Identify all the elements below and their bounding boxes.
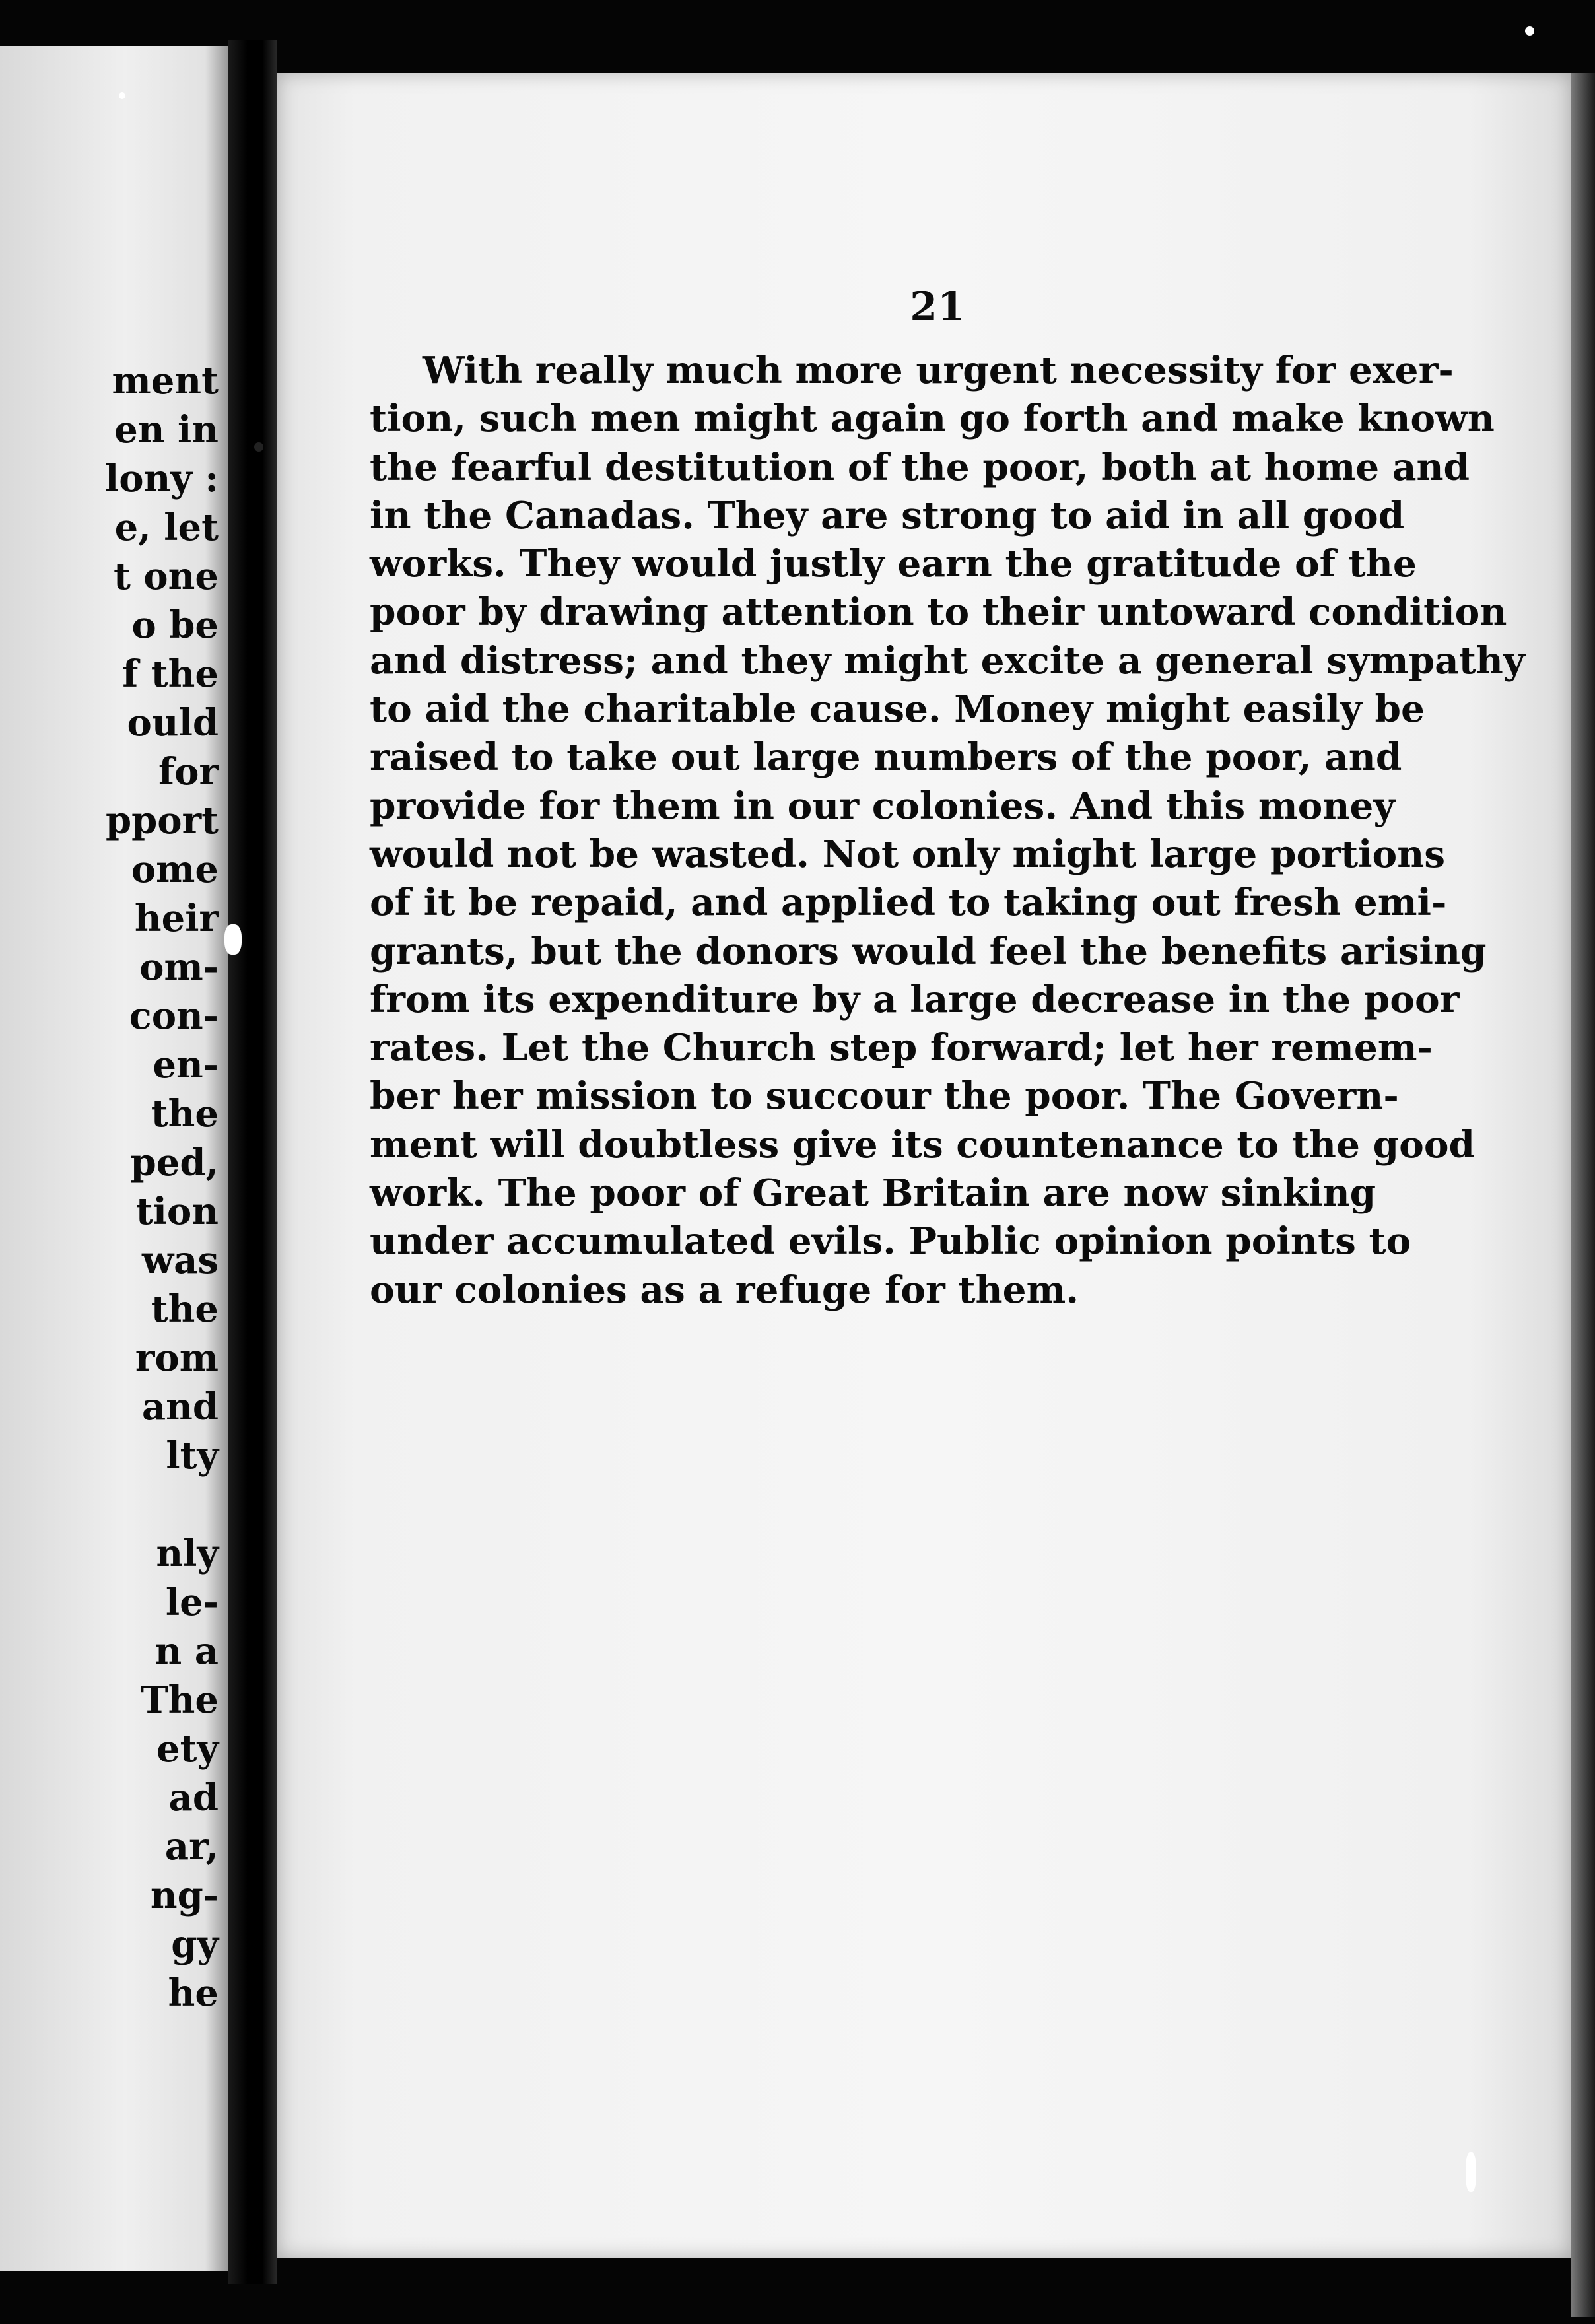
scan-speck (254, 442, 263, 452)
previous-page-text (1, 357, 219, 2018)
fragment-line: f the (122, 652, 219, 696)
text-line: in the Canadas. They are strong to aid in all good (370, 493, 1405, 537)
page-body (370, 347, 1525, 1315)
fragment-line: t one (113, 555, 219, 598)
text-line: our colonies as a refuge for them. (370, 1268, 1079, 1312)
fragment-line: tion (135, 1190, 219, 1233)
fragment-line (1, 1480, 219, 1529)
text-line: provide for them in our colonies. And this money (370, 784, 1396, 828)
fragment-line: ng- (150, 1874, 219, 1917)
text-line: grants, but the donors would feel the benefits arising (370, 929, 1487, 973)
text-line: of it be repaid, and applied to taking out fresh emi- (370, 881, 1447, 925)
fragment-line: for (158, 750, 219, 794)
fragment-line: ould (127, 701, 219, 745)
page (277, 73, 1571, 2258)
page-number: 21 (910, 284, 965, 330)
fragment-line: nly (156, 1532, 219, 1575)
text-line: With really much more urgent necessity for exer- (423, 349, 1454, 392)
text-line: under accumulated evils. Public opinion points to (370, 1219, 1411, 1264)
fragment-line: ment (112, 359, 219, 403)
fragment-line: lony : (104, 457, 219, 500)
text-line: poor by drawing attention to their untoward condition (370, 590, 1507, 634)
previous-page-strip (0, 46, 228, 2271)
fragment-line: heir (134, 897, 219, 940)
text-line: works. They would justly earn the gratitude of the (370, 542, 1417, 586)
fragment-line: gy (171, 1923, 219, 1966)
fragment-line: ped, (130, 1141, 219, 1184)
text-line: work. The poor of Great Britain are now sinking (370, 1171, 1376, 1215)
fragment-line: o be (131, 603, 219, 647)
fragment-line: pport (105, 799, 219, 842)
text-line: and distress; and they might excite a general sympathy (370, 638, 1525, 683)
fragment-line: the (151, 1287, 219, 1331)
text-line: ment will doubtless give its countenance to the good (370, 1122, 1476, 1167)
fragment-line: rom (135, 1336, 219, 1380)
fragment-line: en in (114, 408, 219, 452)
text-line: tion, such men might again go forth and make known (370, 397, 1495, 441)
scan-speck (1466, 2152, 1476, 2192)
fragment-line: and (141, 1385, 219, 1429)
fragment-line: con- (129, 994, 219, 1038)
fragment-line: en- (153, 1043, 219, 1087)
fragment-line: n a (154, 1629, 219, 1673)
fragment-line: e, let (114, 506, 219, 549)
book-gutter (228, 40, 277, 2284)
fragment-line: ar, (164, 1825, 219, 1868)
text-line: to aid the charitable cause. Money might easily be (370, 687, 1425, 732)
fragment-line: lty (166, 1434, 219, 1478)
fragment-line: The (140, 1678, 219, 1722)
text-line: raised to take out large numbers of the poor, and (370, 735, 1402, 780)
fragment-line: was (141, 1239, 219, 1282)
fragment-line: the (151, 1092, 219, 1136)
fragment-line: om- (139, 945, 219, 989)
fragment-line: le- (165, 1581, 219, 1624)
text-line: from its expenditure by a large decrease in the poor (370, 977, 1460, 1021)
scan-speck (224, 924, 242, 955)
fragment-line: ome (131, 848, 219, 891)
page-edge-shadow (1571, 73, 1595, 2317)
fragment-line: ad (168, 1776, 219, 1820)
text-line: the fearful destitution of the poor, both at home and (370, 445, 1470, 489)
fragment-line: ety (156, 1727, 219, 1771)
text-line: would not be wasted. Not only might large portions (370, 832, 1446, 876)
scan-speck (119, 92, 125, 99)
text-line: ber her mission to succour the poor. The Govern- (370, 1074, 1399, 1118)
fragment-line: he (168, 1971, 219, 2015)
text-line: rates. Let the Church step forward; let her remem- (370, 1026, 1433, 1070)
scan-speck (1525, 26, 1534, 36)
